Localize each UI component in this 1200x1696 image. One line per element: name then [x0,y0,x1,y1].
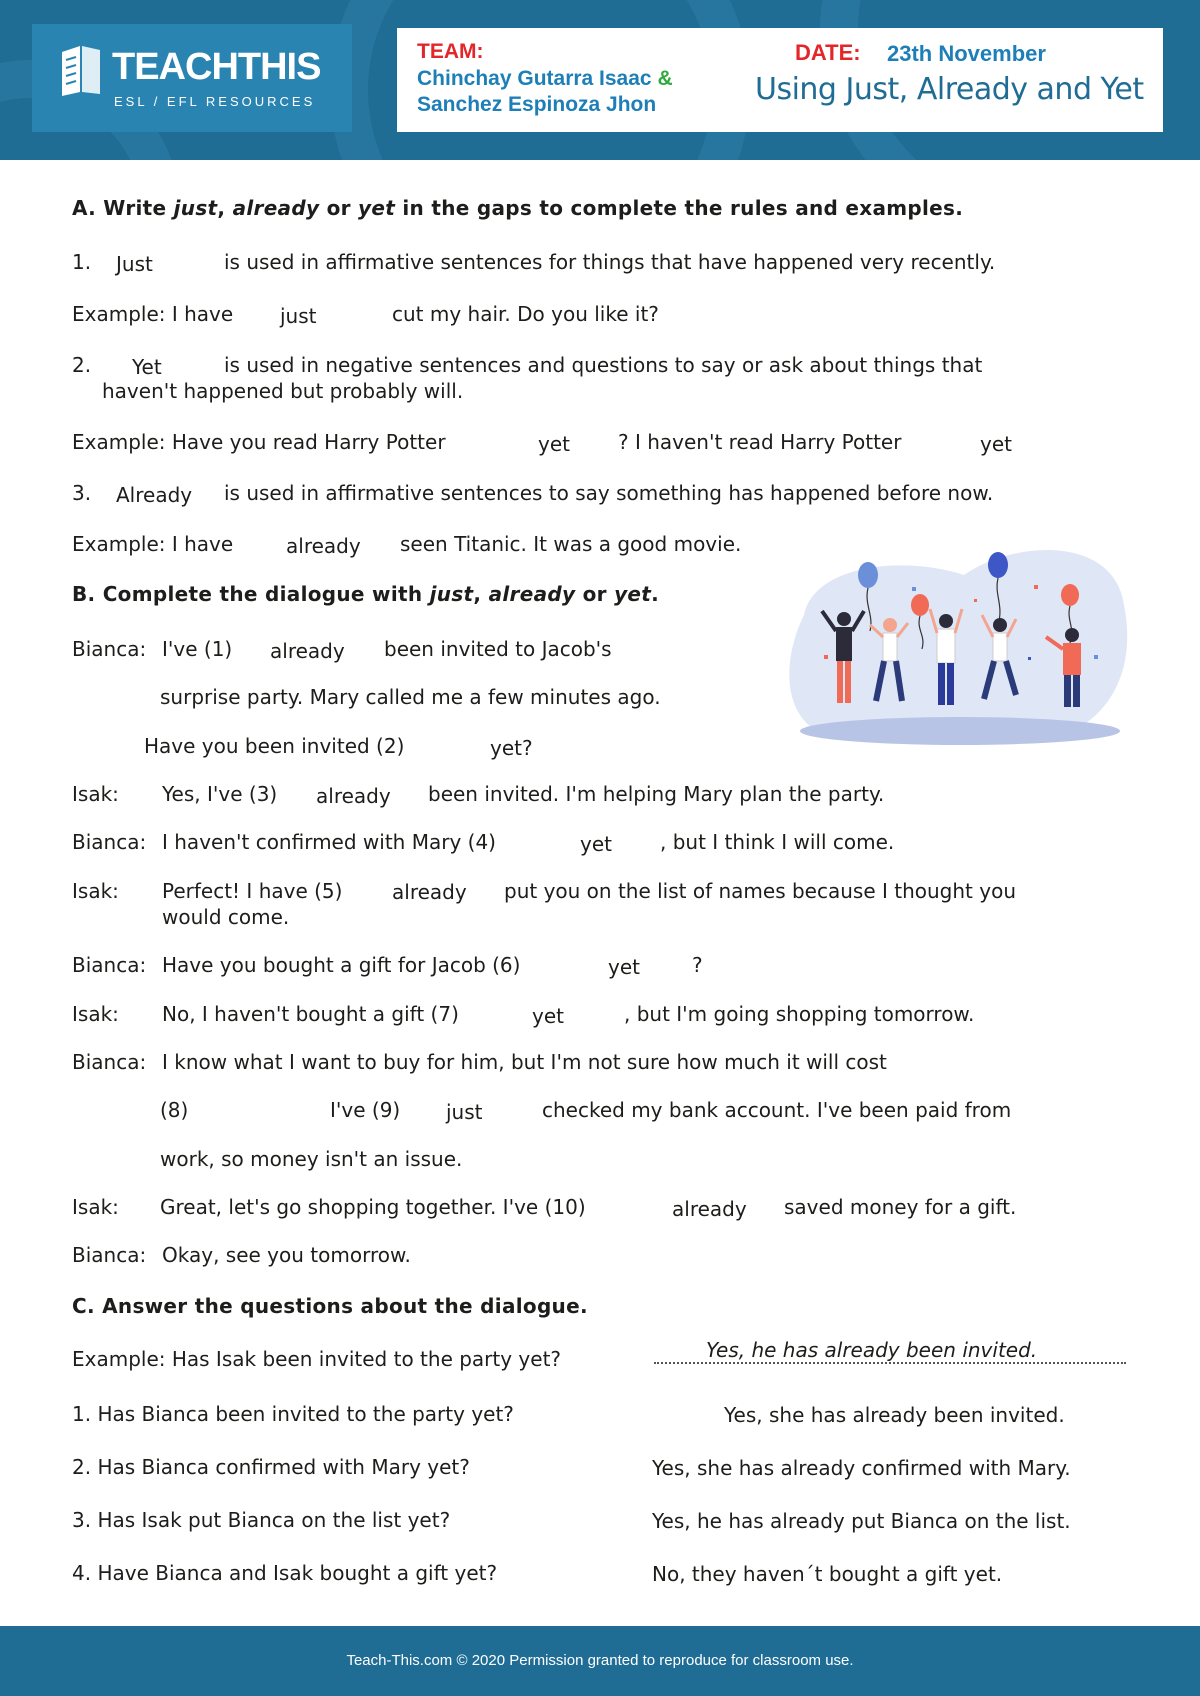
gap-6-answer[interactable]: yet [608,955,640,979]
worksheet-info-box [397,28,1163,132]
dialogue-text: Have you bought a gift for Jacob (6) [162,953,521,977]
speaker-label: Isak: [72,879,119,903]
example-3-prefix: Example: I have [72,532,234,556]
dialogue-text: work, so money isn't an issue. [160,1147,463,1171]
book-icon [56,42,104,98]
gap-10-answer[interactable]: already [672,1197,747,1221]
party-illustration [784,545,1128,745]
speaker-label: Isak: [72,1195,119,1219]
team-label: TEAM: [417,40,484,63]
dialogue-text: I know what I want to buy for him, but I'm not sure how much it will cost [162,1050,887,1074]
dialogue-text: saved money for a gift. [784,1195,1017,1219]
dialogue-text: Great, let's go shopping together. I've (10) [160,1195,586,1219]
dialogue-text: No, I haven't bought a gift (7) [162,1002,459,1026]
example-2-answer-1[interactable]: yet [538,432,570,456]
question-1: 1. Has Bianca been invited to the party yet? [72,1402,514,1426]
rule-1-number: 1. [72,250,92,274]
balloon-icon [858,562,878,588]
example-2-answer-2[interactable]: yet [980,432,1012,456]
logo-subtitle: ESL / EFL RESOURCES [114,94,316,109]
gap-3-answer[interactable]: already [316,784,391,808]
example-3-answer[interactable]: already [286,534,361,558]
question-2: 2. Has Bianca confirmed with Mary yet? [72,1455,470,1479]
dialogue-text: I've (1) [162,637,233,661]
gap-9-answer[interactable]: just [446,1100,483,1124]
speaker-label: Bianca: [72,637,147,661]
dialogue-text: surprise party. Mary called me a few minutes ago. [160,685,661,709]
balloon-icon [988,552,1008,578]
answer-4[interactable]: No, they haven´t bought a gift yet. [652,1562,1003,1586]
dialogue-text: Yes, I've (3) [162,782,278,806]
dialogue-text: Okay, see you tomorrow. [162,1243,411,1267]
example-3-suffix: seen Titanic. It was a good movie. [400,532,742,556]
rule-3-number: 3. [72,481,92,505]
answer-1[interactable]: Yes, she has already been invited. [724,1403,1065,1427]
team-names [417,66,673,118]
team-ampersand: & [657,67,673,90]
teachthis-logo [32,24,352,132]
dialogue-text: been invited. I'm helping Mary plan the party. [428,782,885,806]
example-2-middle: ? I haven't read Harry Potter [618,430,902,454]
footer-copyright: Teach-This.com © 2020 Permission granted to reproduce for classroom use. [346,1652,854,1669]
speaker-label: Bianca: [72,953,147,977]
rule-1-text: is used in affirmative sentences for things that have happened very recently. [224,250,996,274]
section-b-heading: B. Complete the dialogue with just, already or yet. [72,582,660,606]
gap-2-answer[interactable]: yet? [490,736,533,760]
speaker-label: Isak: [72,1002,119,1026]
rule-2-text: is used in negative sentences and questions to say or ask about things that [224,353,983,377]
dialogue-text: Have you been invited (2) [144,734,405,758]
speaker-label: Bianca: [72,830,147,854]
example-1-prefix: Example: I have [72,302,234,326]
question-3: 3. Has Isak put Bianca on the list yet? [72,1508,451,1532]
team-member-2: Sanchez Espinoza Jhon [417,93,657,116]
section-a-heading: A. Write just, already or yet in the gaps to complete the rules and examples. [72,196,964,220]
gap-4-answer[interactable]: yet [580,832,612,856]
rule-2-answer[interactable]: Yet [132,355,162,379]
rule-3-text: is used in affirmative sentences to say something has happened before now. [224,481,994,505]
dialogue-text: put you on the list of names because I thought you [504,879,1017,903]
worksheet-title: Using Just, Already and Yet [755,72,1144,107]
example-1-suffix: cut my hair. Do you like it? [392,302,659,326]
dialogue-text: would come. [162,905,290,929]
rule-2-number: 2. [72,353,92,377]
answer-3[interactable]: Yes, he has already put Bianca on the list. [652,1509,1071,1533]
dialogue-text: , but I think I will come. [660,830,895,854]
dialogue-text: I haven't confirmed with Mary (4) [162,830,496,854]
dialogue-text: I've (9) [330,1098,401,1122]
section-c-heading: C. Answer the questions about the dialogue. [72,1294,588,1318]
question-4: 4. Have Bianca and Isak bought a gift yet? [72,1561,498,1585]
team-member-1: Chinchay Gutarra Isaac [417,67,652,90]
balloon-icon [911,594,929,616]
dialogue-text: Perfect! I have (5) [162,879,343,903]
balloon-icon [1061,584,1079,606]
example-question: Example: Has Isak been invited to the party yet? [72,1347,562,1371]
rule-2-text-cont: haven't happened but probably will. [102,379,464,403]
rule-3-answer[interactable]: Already [116,483,193,507]
gap-7-answer[interactable]: yet [532,1004,564,1028]
gap-8-label: (8) [160,1098,189,1122]
logo-title: TEACHTHIS [112,46,321,88]
example-1-answer[interactable]: just [280,304,317,328]
page-header [0,0,1200,160]
speaker-label: Bianca: [72,1243,147,1267]
answer-2[interactable]: Yes, she has already confirmed with Mary. [652,1456,1071,1480]
example-2-prefix: Example: Have you read Harry Potter [72,430,446,454]
speaker-label: Isak: [72,782,119,806]
gap-1-answer[interactable]: already [270,639,345,663]
example-answer: Yes, he has already been invited. [706,1338,1038,1362]
page-footer [0,1626,1200,1696]
speaker-label: Bianca: [72,1050,147,1074]
rule-1-answer[interactable]: Just [116,252,153,276]
dialogue-text: checked my bank account. I've been paid from [542,1098,1012,1122]
gap-5-answer[interactable]: already [392,880,467,904]
dialogue-text: ? [692,953,703,977]
dialogue-text: , but I'm going shopping tomorrow. [624,1002,975,1026]
date-value: 23th November [887,41,1046,66]
dialogue-text: been invited to Jacob's [384,637,612,661]
date-label: DATE: [795,40,861,65]
